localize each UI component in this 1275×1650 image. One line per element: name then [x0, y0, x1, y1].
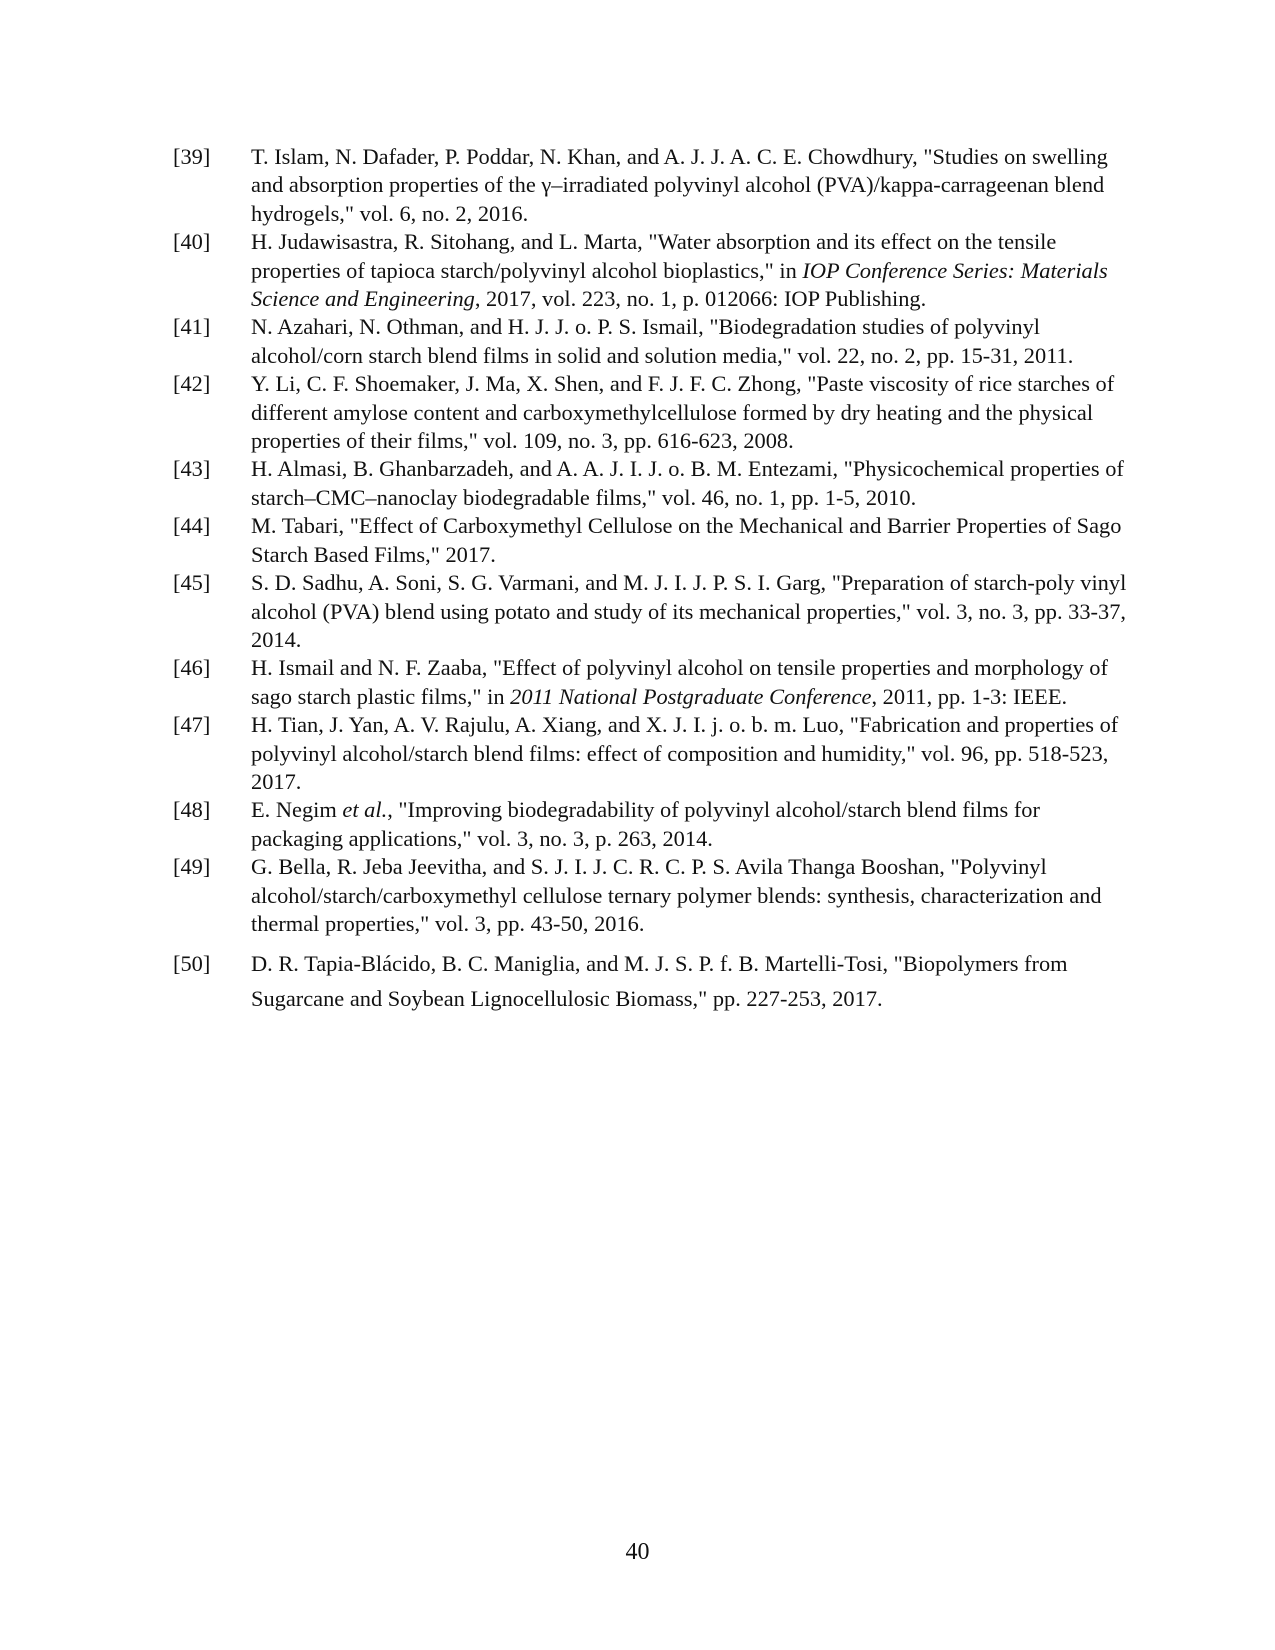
reference-text: N. Azahari, N. Othman, and H. J. J. o. P. S. Ismail, "Biodegradation studies of polyvinyl alcohol/corn starch blend films in solid and solution media," vol. 22, no. 2, pp. 15-31, 2011. [251, 314, 1074, 368]
reference-text: Y. Li, C. F. Shoemaker, J. Ma, X. Shen, and F. J. F. C. Zhong, "Paste viscosity of rice starches of different amylose content and carboxymethylcellulose formed by dry heating and the physical properties of their films," vol. 109, no. 3, pp. 616-623, 2008. [251, 371, 1115, 454]
reference-text: H. Almasi, B. Ghanbarzadeh, and A. A. J. I. J. o. B. M. Entezami, "Physicochemical properties of starch–CMC–nanoclay biodegradable films," vol. 46, no. 1, pp. 1-5, 2010. [251, 456, 1124, 510]
reference-item [173, 512, 1133, 569]
reference-item [173, 711, 1133, 796]
reference-item [173, 143, 1133, 228]
reference-number: [39] [173, 144, 211, 169]
reference-list [173, 143, 1133, 1016]
reference-number: [46] [173, 655, 211, 681]
reference-number: [43] [173, 456, 211, 482]
reference-number: [50] [173, 951, 211, 977]
reference-venue: IOP Conference Series: Materials Science and Engineering [251, 257, 1108, 312]
reference-text: D. R. Tapia‐Blácido, B. C. Maniglia, and M. J. S. P. f. B. Martelli‐Tosi, "Biopolymers from Sugarcane and Soybean Lignocellulosic Biomass," pp. 227-253, 2017. [251, 951, 1068, 1012]
reference-etal: et al. [342, 797, 388, 823]
reference-number: [44] [173, 513, 211, 539]
reference-item [173, 313, 1133, 370]
page-number: 40 [625, 1539, 650, 1565]
reference-number: [45] [173, 570, 211, 596]
reference-venue: 2011 National Postgraduate Conference [510, 683, 872, 709]
reference-item [173, 370, 1133, 455]
reference-number: [47] [173, 712, 211, 738]
reference-text: E. Negim et al., "Improving biodegradability of polyvinyl alcohol/starch blend films for packaging applications," vol. 3, no. 3, p. 263, 2014. [251, 797, 1040, 851]
reference-text: H. Judawisastra, R. Sitohang, and L. Marta, "Water absorption and its effect on the tensile properties of tapioca starch/polyvinyl alcohol bioplastics," in IOP Conference Series: Materials Science and Engineering, 2017, vol. 223, no. 1, p. 012066: IOP Publishing. [251, 229, 1108, 312]
reference-item [173, 228, 1133, 313]
reference-number: [42] [173, 371, 211, 397]
reference-text: S. D. Sadhu, A. Soni, S. G. Varmani, and M. J. I. J. P. S. I. Garg, "Preparation of starch-poly vinyl alcohol (PVA) blend using potato and study of its mechanical properties," vol. 3, no. 3, pp. 33-37, 2014. [251, 570, 1127, 652]
reference-number: [41] [173, 314, 211, 340]
reference-number: [40] [173, 229, 211, 255]
reference-text: M. Tabari, "Effect of Carboxymethyl Cellulose on the Mechanical and Barrier Properties of Sago Starch Based Films," 2017. [251, 513, 1122, 567]
reference-item [173, 455, 1133, 512]
reference-item [173, 796, 1133, 853]
reference-number: [48] [173, 797, 211, 823]
reference-number: [49] [173, 854, 211, 880]
reference-text: G. Bella, R. Jeba Jeevitha, and S. J. I. J. C. R. C. P. S. Avila Thanga Booshan, "Polyvinyl alcohol/starch/carboxymethyl cellulose ternary polymer blends: synthesis, characterization and thermal properties," vol. 3, pp. 43-50, 2016. [251, 854, 1102, 936]
reference-item [173, 569, 1133, 654]
reference-text: H. Ismail and N. F. Zaaba, "Effect of polyvinyl alcohol on tensile properties and morphology of sago starch plastic films," in 2011 National Postgraduate Conference, 2011, pp. 1-3: IEEE. [251, 655, 1108, 709]
reference-item [173, 853, 1133, 938]
reference-text: H. Tian, J. Yan, A. V. Rajulu, A. Xiang, and X. J. I. j. o. b. m. Luo, "Fabrication and properties of polyvinyl alcohol/starch blend films: effect of composition and humidity," vol. 96, pp. 518-523, 2017. [251, 712, 1119, 794]
reference-text: T. Islam, N. Dafader, P. Poddar, N. Khan, and A. J. J. A. C. E. Chowdhury, "Studies on swelling and absorption properties of the γ–irradiated polyvinyl alcohol (PVA)/kappa-carrageenan blend hydrogels," vol. 6, no. 2, 2016. [251, 144, 1108, 226]
reference-item [173, 654, 1133, 711]
reference-item [173, 946, 1133, 1016]
